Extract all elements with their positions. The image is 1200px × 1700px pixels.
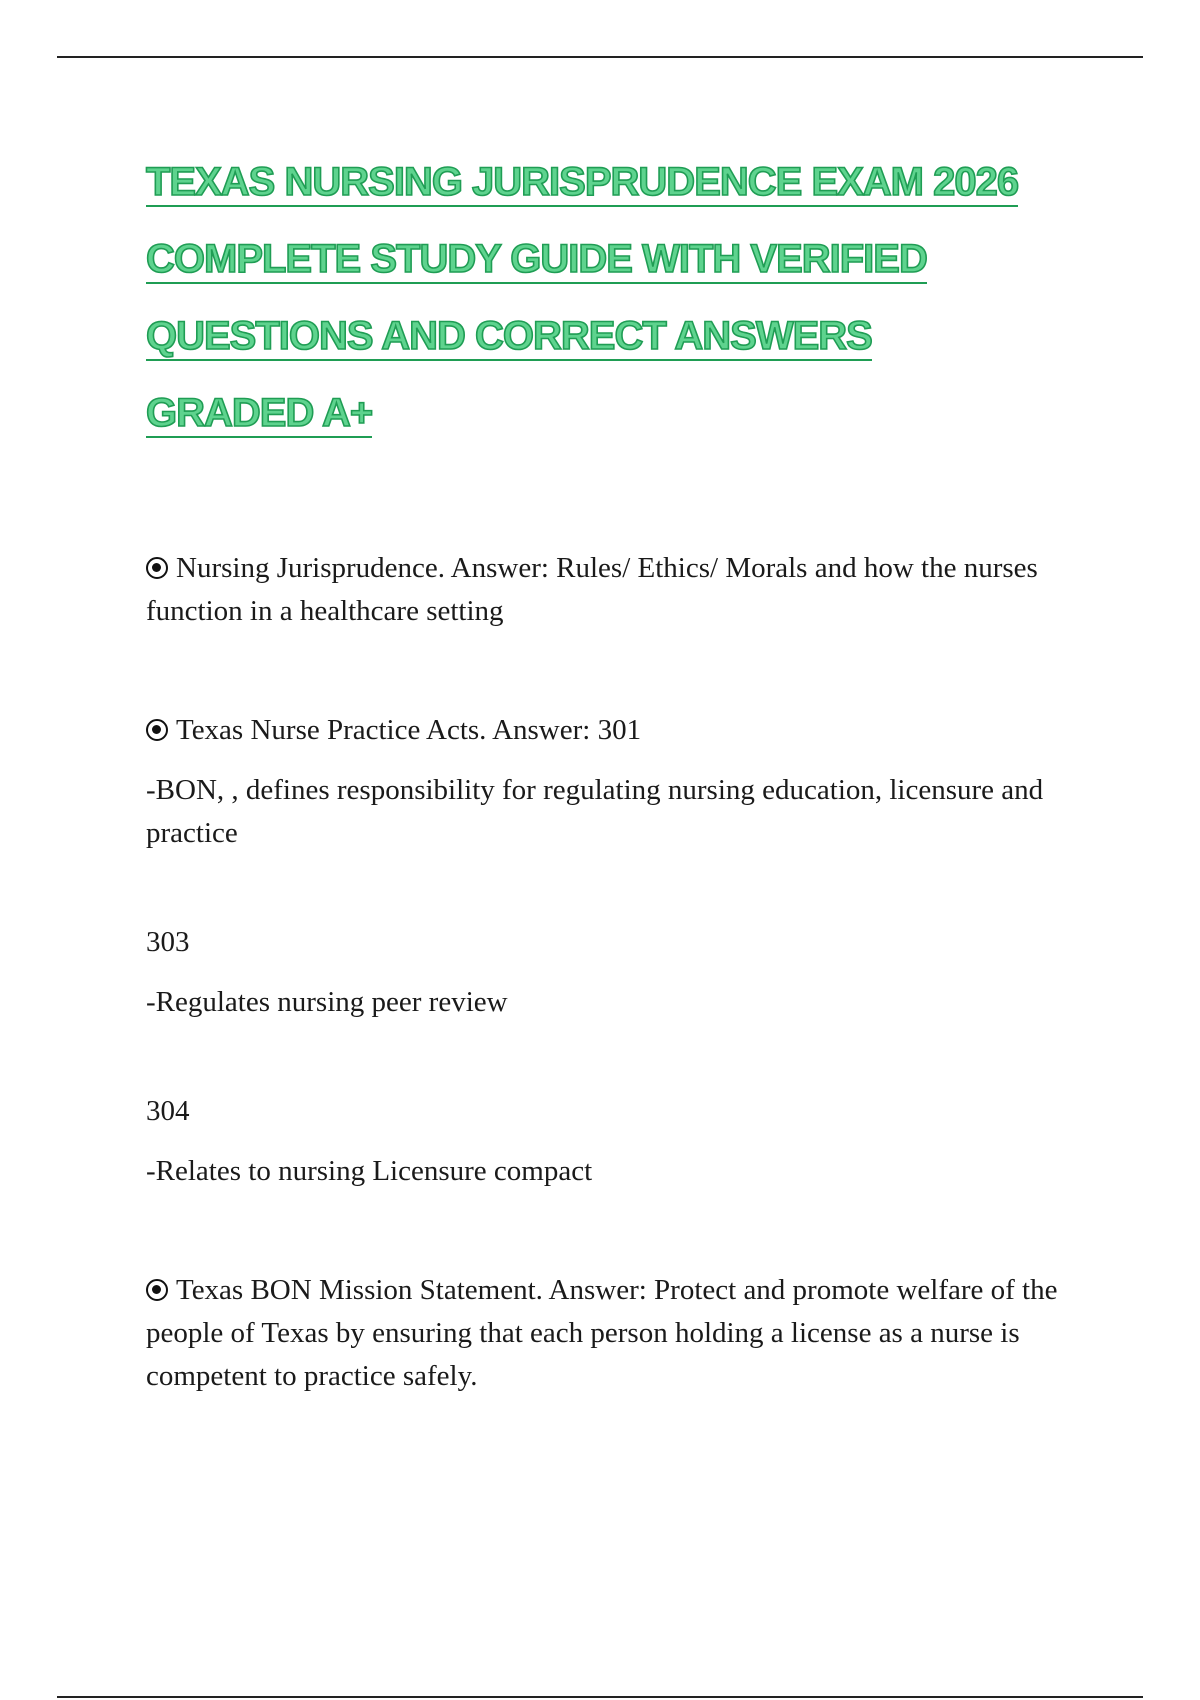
entry-question — [146, 547, 1096, 633]
entry-detail: -Regulates nursing peer review — [146, 986, 508, 1018]
entry-bon-mission-statement — [146, 1269, 1096, 1398]
entry-detail: -BON, , defines responsibility for regulating nursing education, licensure and practice — [146, 774, 1044, 849]
bottom-divider — [57, 1696, 1143, 1698]
entry-question-text: Texas Nurse Practice Acts. Answer: 301 — [176, 714, 642, 746]
entry-question-text: Nursing Jurisprudence. Answer: Rules/ Ethics/ Morals and how the nurses function in a healthcare setting — [146, 552, 1038, 627]
entry-detail: -Relates to nursing Licensure compact — [146, 1155, 593, 1187]
radio-bullet-icon — [146, 1279, 168, 1301]
entry-nurse-practice-acts — [146, 709, 1096, 1193]
study-content — [146, 547, 1096, 1398]
title-line-4: GRADED A+ — [146, 390, 372, 438]
radio-bullet-icon — [146, 719, 168, 741]
title-line-3: QUESTIONS AND CORRECT ANSWERS — [146, 313, 872, 361]
entry-question — [146, 1269, 1096, 1398]
top-divider — [57, 56, 1143, 58]
entry-question — [146, 709, 1096, 752]
title-line-1: TEXAS NURSING JURISPRUDENCE EXAM 2026 — [146, 159, 1018, 207]
entry-detail: 303 — [146, 926, 190, 958]
title-line-2: COMPLETE STUDY GUIDE WITH VERIFIED — [146, 236, 927, 284]
radio-bullet-icon — [146, 557, 168, 579]
entry-nursing-jurisprudence — [146, 547, 1096, 633]
entry-question-text: Texas BON Mission Statement. Answer: Protect and promote welfare of the people of Texas by ensuring that each person holding a license as a nurse is competent to practice safely. — [146, 1274, 1058, 1392]
document-title — [146, 148, 1096, 456]
entry-detail: 304 — [146, 1095, 190, 1127]
